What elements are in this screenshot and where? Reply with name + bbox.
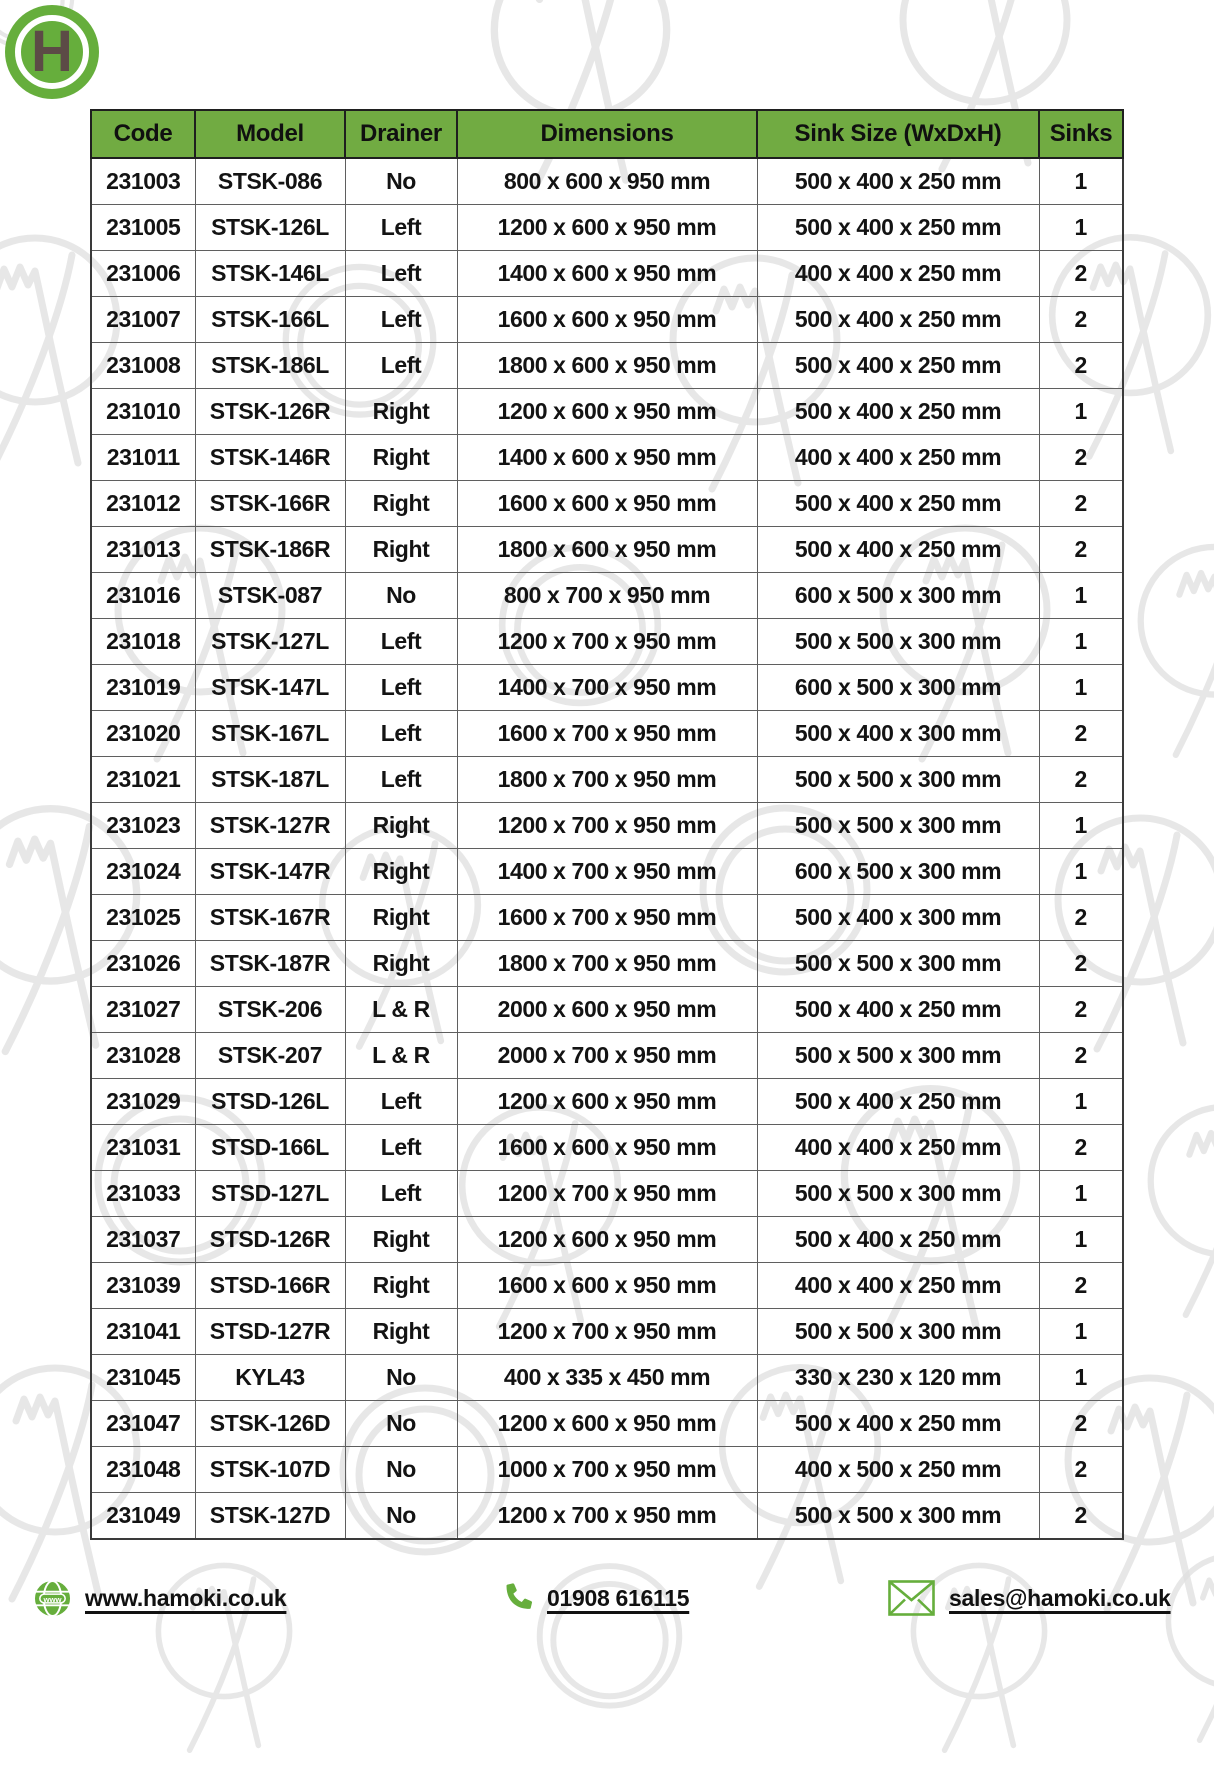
cell-sinks: 1	[1039, 849, 1123, 895]
cell-dimensions: 1400 x 700 x 950 mm	[457, 665, 757, 711]
cell-sinks: 1	[1039, 158, 1123, 205]
table-row	[91, 1355, 1123, 1401]
cell-sink-size: 330 x 230 x 120 mm	[757, 1355, 1039, 1401]
cell-drainer: L & R	[345, 987, 457, 1033]
cell-model: STSK-187R	[195, 941, 345, 987]
table-row	[91, 711, 1123, 757]
cell-drainer: Right	[345, 803, 457, 849]
phone-icon	[503, 1583, 533, 1613]
cell-model: STSK-187L	[195, 757, 345, 803]
cell-code: 231018	[91, 619, 195, 665]
table-row	[91, 1171, 1123, 1217]
cell-code: 231048	[91, 1447, 195, 1493]
cell-model: STSK-127R	[195, 803, 345, 849]
cell-model: STSD-126R	[195, 1217, 345, 1263]
cell-sink-size: 500 x 400 x 250 mm	[757, 205, 1039, 251]
cell-model: STSD-166L	[195, 1125, 345, 1171]
table-row	[91, 1493, 1123, 1540]
cell-code: 231025	[91, 895, 195, 941]
cell-sinks: 2	[1039, 435, 1123, 481]
cell-drainer: No	[345, 1447, 457, 1493]
cell-drainer: Right	[345, 435, 457, 481]
cell-sink-size: 500 x 400 x 300 mm	[757, 711, 1039, 757]
cell-code: 231026	[91, 941, 195, 987]
cell-model: STSD-127L	[195, 1171, 345, 1217]
cell-model: STSK-126R	[195, 389, 345, 435]
table-header-row	[91, 110, 1123, 158]
cell-sink-size: 500 x 500 x 300 mm	[757, 757, 1039, 803]
cell-model: STSK-167R	[195, 895, 345, 941]
cell-sinks: 2	[1039, 895, 1123, 941]
cell-sinks: 1	[1039, 619, 1123, 665]
cell-model: STSD-126L	[195, 1079, 345, 1125]
cell-model: STSK-167L	[195, 711, 345, 757]
cell-sink-size: 500 x 400 x 250 mm	[757, 1079, 1039, 1125]
cell-code: 231012	[91, 481, 195, 527]
cell-sink-size: 400 x 400 x 250 mm	[757, 1125, 1039, 1171]
cell-code: 231016	[91, 573, 195, 619]
table-row	[91, 158, 1123, 205]
table-row	[91, 1309, 1123, 1355]
table-row	[91, 1217, 1123, 1263]
cell-drainer: Right	[345, 849, 457, 895]
cell-code: 231020	[91, 711, 195, 757]
cell-code: 231011	[91, 435, 195, 481]
cell-drainer: Right	[345, 1309, 457, 1355]
cell-sinks: 1	[1039, 1217, 1123, 1263]
table-row	[91, 665, 1123, 711]
cell-dimensions: 1200 x 700 x 950 mm	[457, 1171, 757, 1217]
cell-code: 231024	[91, 849, 195, 895]
table-row	[91, 1401, 1123, 1447]
cell-drainer: Left	[345, 1125, 457, 1171]
cell-drainer: No	[345, 573, 457, 619]
cell-model: STSK-186R	[195, 527, 345, 573]
cell-code: 231019	[91, 665, 195, 711]
cell-drainer: Right	[345, 1217, 457, 1263]
cell-model: STSK-126D	[195, 1401, 345, 1447]
cell-sink-size: 400 x 500 x 250 mm	[757, 1447, 1039, 1493]
col-header-drainer: Drainer	[345, 110, 457, 158]
cell-sink-size: 400 x 400 x 250 mm	[757, 435, 1039, 481]
cell-sink-size: 500 x 400 x 250 mm	[757, 343, 1039, 389]
svg-text:www: www	[43, 1594, 62, 1604]
cell-code: 231033	[91, 1171, 195, 1217]
cell-sink-size: 500 x 400 x 250 mm	[757, 158, 1039, 205]
cell-sink-size: 500 x 400 x 250 mm	[757, 389, 1039, 435]
cell-sinks: 1	[1039, 573, 1123, 619]
cell-model: STSK-146L	[195, 251, 345, 297]
cell-sinks: 2	[1039, 297, 1123, 343]
table-row	[91, 1033, 1123, 1079]
cell-dimensions: 800 x 600 x 950 mm	[457, 158, 757, 205]
cell-sink-size: 500 x 500 x 300 mm	[757, 619, 1039, 665]
cell-model: STSD-127R	[195, 1309, 345, 1355]
cell-dimensions: 1200 x 700 x 950 mm	[457, 803, 757, 849]
cell-code: 231003	[91, 158, 195, 205]
logo-letter: H	[31, 19, 73, 84]
cell-model: STSK-127L	[195, 619, 345, 665]
cell-dimensions: 2000 x 700 x 950 mm	[457, 1033, 757, 1079]
cell-sinks: 1	[1039, 1079, 1123, 1125]
cell-model: STSK-147R	[195, 849, 345, 895]
cell-code: 231007	[91, 297, 195, 343]
cell-dimensions: 800 x 700 x 950 mm	[457, 573, 757, 619]
brand-logo	[5, 5, 99, 99]
table-row	[91, 251, 1123, 297]
table-row	[91, 757, 1123, 803]
cell-sink-size: 500 x 400 x 250 mm	[757, 527, 1039, 573]
cell-model: STSK-086	[195, 158, 345, 205]
cell-dimensions: 1400 x 700 x 950 mm	[457, 849, 757, 895]
cell-dimensions: 1000 x 700 x 950 mm	[457, 1447, 757, 1493]
cell-dimensions: 1200 x 600 x 950 mm	[457, 1079, 757, 1125]
cell-code: 231008	[91, 343, 195, 389]
cell-dimensions: 1600 x 700 x 950 mm	[457, 895, 757, 941]
phone-contact	[503, 1576, 689, 1620]
cell-model: STSK-206	[195, 987, 345, 1033]
cell-dimensions: 1200 x 700 x 950 mm	[457, 619, 757, 665]
table-row	[91, 1125, 1123, 1171]
cell-code: 231047	[91, 1401, 195, 1447]
cell-sink-size: 600 x 500 x 300 mm	[757, 665, 1039, 711]
col-header-model: Model	[195, 110, 345, 158]
table-row	[91, 987, 1123, 1033]
cell-dimensions: 1200 x 600 x 950 mm	[457, 1217, 757, 1263]
cell-sink-size: 400 x 400 x 250 mm	[757, 251, 1039, 297]
table-row	[91, 573, 1123, 619]
table-row	[91, 803, 1123, 849]
cell-drainer: Left	[345, 711, 457, 757]
cell-drainer: Right	[345, 481, 457, 527]
cell-code: 231049	[91, 1493, 195, 1540]
cell-drainer: Left	[345, 205, 457, 251]
cell-sinks: 2	[1039, 1447, 1123, 1493]
cell-model: STSK-166L	[195, 297, 345, 343]
cell-sinks: 2	[1039, 1125, 1123, 1171]
cell-drainer: L & R	[345, 1033, 457, 1079]
table-row	[91, 849, 1123, 895]
cell-drainer: Left	[345, 619, 457, 665]
cell-model: STSK-127D	[195, 1493, 345, 1540]
cell-dimensions: 1800 x 600 x 950 mm	[457, 527, 757, 573]
cell-sink-size: 600 x 500 x 300 mm	[757, 849, 1039, 895]
cell-code: 231010	[91, 389, 195, 435]
cell-sinks: 2	[1039, 1033, 1123, 1079]
cell-sinks: 1	[1039, 665, 1123, 711]
table-row	[91, 435, 1123, 481]
cell-code: 231006	[91, 251, 195, 297]
table-row	[91, 941, 1123, 987]
table-row	[91, 1263, 1123, 1309]
cell-dimensions: 1600 x 700 x 950 mm	[457, 711, 757, 757]
cell-sink-size: 500 x 500 x 300 mm	[757, 1171, 1039, 1217]
cell-drainer: No	[345, 158, 457, 205]
col-header-sink-size: Sink Size (WxDxH)	[757, 110, 1039, 158]
table-row	[91, 895, 1123, 941]
cell-sinks: 2	[1039, 251, 1123, 297]
table-row	[91, 1447, 1123, 1493]
cell-code: 231037	[91, 1217, 195, 1263]
cell-sinks: 1	[1039, 389, 1123, 435]
cell-sinks: 2	[1039, 343, 1123, 389]
cell-dimensions: 1200 x 700 x 950 mm	[457, 1493, 757, 1540]
cell-sink-size: 500 x 500 x 300 mm	[757, 1309, 1039, 1355]
cell-dimensions: 1200 x 600 x 950 mm	[457, 389, 757, 435]
plate-cutlery-watermark-icon	[1120, 535, 1214, 770]
cell-code: 231027	[91, 987, 195, 1033]
cell-drainer: Left	[345, 1171, 457, 1217]
email-contact	[888, 1576, 1171, 1620]
cell-code: 231028	[91, 1033, 195, 1079]
cell-code: 231041	[91, 1309, 195, 1355]
cell-code: 231039	[91, 1263, 195, 1309]
cell-sinks: 2	[1039, 527, 1123, 573]
cell-dimensions: 1800 x 600 x 950 mm	[457, 343, 757, 389]
cell-model: STSK-146R	[195, 435, 345, 481]
cell-sinks: 1	[1039, 1171, 1123, 1217]
cell-drainer: Left	[345, 1079, 457, 1125]
cell-sinks: 2	[1039, 757, 1123, 803]
cell-model: STSK-186L	[195, 343, 345, 389]
cell-drainer: Right	[345, 941, 457, 987]
cell-sink-size: 500 x 400 x 250 mm	[757, 297, 1039, 343]
cell-sinks: 2	[1039, 481, 1123, 527]
table-row	[91, 527, 1123, 573]
cell-drainer: Left	[345, 343, 457, 389]
cell-sink-size: 500 x 400 x 250 mm	[757, 1401, 1039, 1447]
website-link[interactable]: www.hamoki.co.uk	[85, 1584, 287, 1611]
cell-model: KYL43	[195, 1355, 345, 1401]
cell-sink-size: 500 x 400 x 250 mm	[757, 481, 1039, 527]
table-row	[91, 205, 1123, 251]
cell-drainer: Right	[345, 389, 457, 435]
cell-dimensions: 1400 x 600 x 950 mm	[457, 251, 757, 297]
plate-cutlery-watermark-icon	[1130, 1095, 1214, 1330]
cell-sink-size: 500 x 500 x 300 mm	[757, 803, 1039, 849]
cell-sink-size: 500 x 500 x 300 mm	[757, 1493, 1039, 1540]
phone-link[interactable]: 01908 616115	[547, 1584, 690, 1611]
cell-dimensions: 400 x 335 x 450 mm	[457, 1355, 757, 1401]
cell-model: STSK-207	[195, 1033, 345, 1079]
table-row	[91, 481, 1123, 527]
cell-dimensions: 1800 x 700 x 950 mm	[457, 757, 757, 803]
cell-drainer: Right	[345, 527, 457, 573]
cell-dimensions: 2000 x 600 x 950 mm	[457, 987, 757, 1033]
cell-sink-size: 500 x 400 x 250 mm	[757, 1217, 1039, 1263]
cell-sinks: 1	[1039, 205, 1123, 251]
cell-drainer: Left	[345, 251, 457, 297]
cell-sinks: 1	[1039, 803, 1123, 849]
cell-model: STSD-166R	[195, 1263, 345, 1309]
cell-dimensions: 1600 x 600 x 950 mm	[457, 1125, 757, 1171]
table-row	[91, 343, 1123, 389]
cell-drainer: No	[345, 1401, 457, 1447]
cell-code: 231031	[91, 1125, 195, 1171]
envelope-icon	[888, 1580, 935, 1616]
cell-code: 231029	[91, 1079, 195, 1125]
cell-sinks: 2	[1039, 1493, 1123, 1540]
cell-sinks: 2	[1039, 1263, 1123, 1309]
cell-dimensions: 1200 x 700 x 950 mm	[457, 1309, 757, 1355]
cell-sink-size: 400 x 400 x 250 mm	[757, 1263, 1039, 1309]
table-body	[91, 158, 1123, 1539]
cell-drainer: Right	[345, 895, 457, 941]
cell-model: STSK-087	[195, 573, 345, 619]
cell-drainer: No	[345, 1355, 457, 1401]
cell-sink-size: 500 x 500 x 300 mm	[757, 1033, 1039, 1079]
cell-sinks: 2	[1039, 941, 1123, 987]
cell-code: 231013	[91, 527, 195, 573]
cell-model: STSK-147L	[195, 665, 345, 711]
cell-dimensions: 1200 x 600 x 950 mm	[457, 1401, 757, 1447]
cell-model: STSK-166R	[195, 481, 345, 527]
cell-sinks: 2	[1039, 987, 1123, 1033]
cell-sink-size: 500 x 500 x 300 mm	[757, 941, 1039, 987]
cell-sink-size: 600 x 500 x 300 mm	[757, 573, 1039, 619]
cell-dimensions: 1200 x 600 x 950 mm	[457, 205, 757, 251]
cell-drainer: Left	[345, 757, 457, 803]
globe-icon	[34, 1580, 71, 1617]
col-header-dimensions: Dimensions	[457, 110, 757, 158]
col-header-sinks: Sinks	[1039, 110, 1123, 158]
email-link[interactable]: sales@hamoki.co.uk	[949, 1584, 1171, 1611]
cell-code: 231045	[91, 1355, 195, 1401]
cell-sinks: 2	[1039, 1401, 1123, 1447]
website-contact	[34, 1576, 286, 1620]
product-spec-table	[90, 109, 1124, 1540]
col-header-code: Code	[91, 110, 195, 158]
cell-drainer: Left	[345, 297, 457, 343]
cell-sinks: 2	[1039, 711, 1123, 757]
cell-drainer: Left	[345, 665, 457, 711]
cell-dimensions: 1600 x 600 x 950 mm	[457, 1263, 757, 1309]
cell-drainer: No	[345, 1493, 457, 1540]
table-row	[91, 1079, 1123, 1125]
cell-code: 231023	[91, 803, 195, 849]
cell-dimensions: 1400 x 600 x 950 mm	[457, 435, 757, 481]
cell-sinks: 1	[1039, 1355, 1123, 1401]
table-row	[91, 389, 1123, 435]
cell-sinks: 1	[1039, 1309, 1123, 1355]
cell-code: 231021	[91, 757, 195, 803]
cell-dimensions: 1800 x 700 x 950 mm	[457, 941, 757, 987]
cell-sink-size: 500 x 400 x 300 mm	[757, 895, 1039, 941]
cell-drainer: Right	[345, 1263, 457, 1309]
cell-model: STSK-107D	[195, 1447, 345, 1493]
cell-dimensions: 1600 x 600 x 950 mm	[457, 481, 757, 527]
cell-code: 231005	[91, 205, 195, 251]
cell-dimensions: 1600 x 600 x 950 mm	[457, 297, 757, 343]
table-row	[91, 297, 1123, 343]
table-row	[91, 619, 1123, 665]
cell-model: STSK-126L	[195, 205, 345, 251]
cell-sink-size: 500 x 400 x 250 mm	[757, 987, 1039, 1033]
